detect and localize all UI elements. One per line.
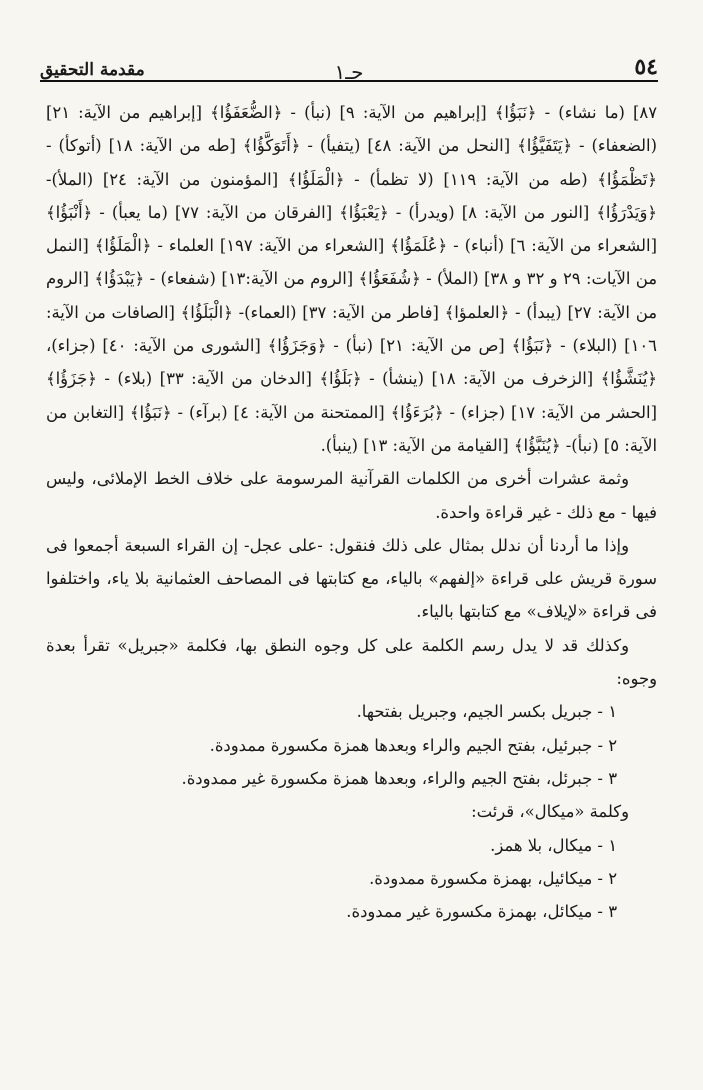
paragraph-jibril: وكذلك قد لا يدل رسم الكلمة على كل وجوه النطق بها، فكلمة «جبريل» تقرأ بعدة وجوه: xyxy=(46,635,657,689)
list-item: ١ - جبريل بكسر الجيم، وجبريل بفتحها. xyxy=(356,702,617,722)
jibril-variants-list xyxy=(46,695,657,795)
list-item: ٣ - ميكائل، بهمزة مكسورة غير ممدودة. xyxy=(346,902,617,922)
section-title: مقدمة التحقيق xyxy=(40,60,145,80)
mikal-variants-list xyxy=(46,829,657,929)
quran-words-list: ٨٧] (ما نشاء) - ﴿نَبَؤُا﴾ [إبراهيم من الآية: ٩] (نبأ) - ﴿الضُّعَفَؤُا﴾ [إبراهيم من الآية: ٢١] (الضعفاء) - ﴿يَتَفَيَّؤُا﴾ [النحل من الآية: ٤٨] (يتفيأ) - ﴿أَتَوَكَّؤُا﴾ [طه من الآية: ١٨] (أتوكأ) - ﴿تَظْمَؤُا﴾ (طه من الآية: ١١٩] (لا تظمأ) - ﴿الْمَلَؤُا﴾ [المؤمنون من الآية: ٢٤] (الملأ)- ﴿وَيَدْرَؤُا﴾ [النور من الآية: ٨] (ويدرأ) - ﴿يَعْبَؤُا﴾ [الفرقان من الآية: ٧٧] (ما يعبأ) - ﴿أَنْبَؤُا﴾ [الشعراء من الآية: ٦] (أنباء) - ﴿عُلَمَؤُا﴾ [الشعراء من الآية: ١٩٧] العلماء - ﴿الْمَلَؤُا﴾ [النمل من الآيات: ٢٩ و ٣٢ و ٣٨] (الملأ) - ﴿شُفَعَؤُا﴾ [الروم من الآية:١٣] (شفعاء) - ﴿يَبْدَؤُا﴾ [الروم من الآية: ٢٧] (يبدأ) - ﴿العلمؤا﴾ [فاطر من الآية: ٣٧] (العماء)- ﴿الْبَلَؤُا﴾ [الصافات من الآية: ١٠٦] (البلاء) - ﴿نَبَؤُا﴾ [ص من الآية: ٢١] (نبأ) - ﴿وَجَزَؤُا﴾ [الشورى من الآية: ٤٠] (جزاء)، ﴿يُنَشَّؤُا﴾ [الزخرف من الآية: ١٨] (ينشأ) - ﴿بَلَؤُا﴾ [الدخان من الآية: ٣٣] (بلاء) - ﴿جَزَؤُا﴾ [الحشر من الآية: ١٧] (جزاء) - ﴿بُرَءَؤُا﴾ [الممتحنة من الآية: ٤] (برآء) - ﴿نَبَؤُا﴾ [التغابن من الآية: ٥] (نبأ)- ﴿يُنَبَّؤُا﴾ [القيامة من الآية: ١٣] (ينبأ). xyxy=(46,103,658,455)
list-item: ١ - ميكال، بلا همز. xyxy=(490,835,617,855)
paragraph-other-words: وثمة عشرات أخرى من الكلمات القرآنية المرسومة على خلاف الخط الإملائى، وليس فيها - مع ذلك - غير قراءة واحدة. xyxy=(46,469,657,522)
page-number: ٥٤ xyxy=(634,54,658,80)
list-item: ٢ - ميكائيل، بهمزة مكسورة ممدودة. xyxy=(369,868,617,888)
page-body xyxy=(46,96,657,928)
list-item: ٣ - جبرئل، بفتح الجيم والراء، وبعدها همزة مكسورة غير ممدودة. xyxy=(181,768,617,788)
page-header xyxy=(40,40,658,82)
volume-label: جـ١ xyxy=(334,60,364,84)
list-item: ٢ - جبرئيل، بفتح الجيم والراء وبعدها همزة مكسورة ممدودة. xyxy=(209,735,617,755)
paragraph-mikal: وكلمة «ميكال»، قرئت: xyxy=(471,802,629,822)
paragraph-example: وإذا ما أردنا أن ندلل بمثال على ذلك فنقول: -على عجل- إن القراء السبعة أجمعوا فى سورة قريش على قراءة «إلفهم» بالياء، مع كتابتها فى المصاحف العثمانية بلا ياء، واختلفوا فى قراءة «لإيلاف» مع كتابتها بالياء. xyxy=(46,535,657,622)
header-rule xyxy=(40,80,658,82)
